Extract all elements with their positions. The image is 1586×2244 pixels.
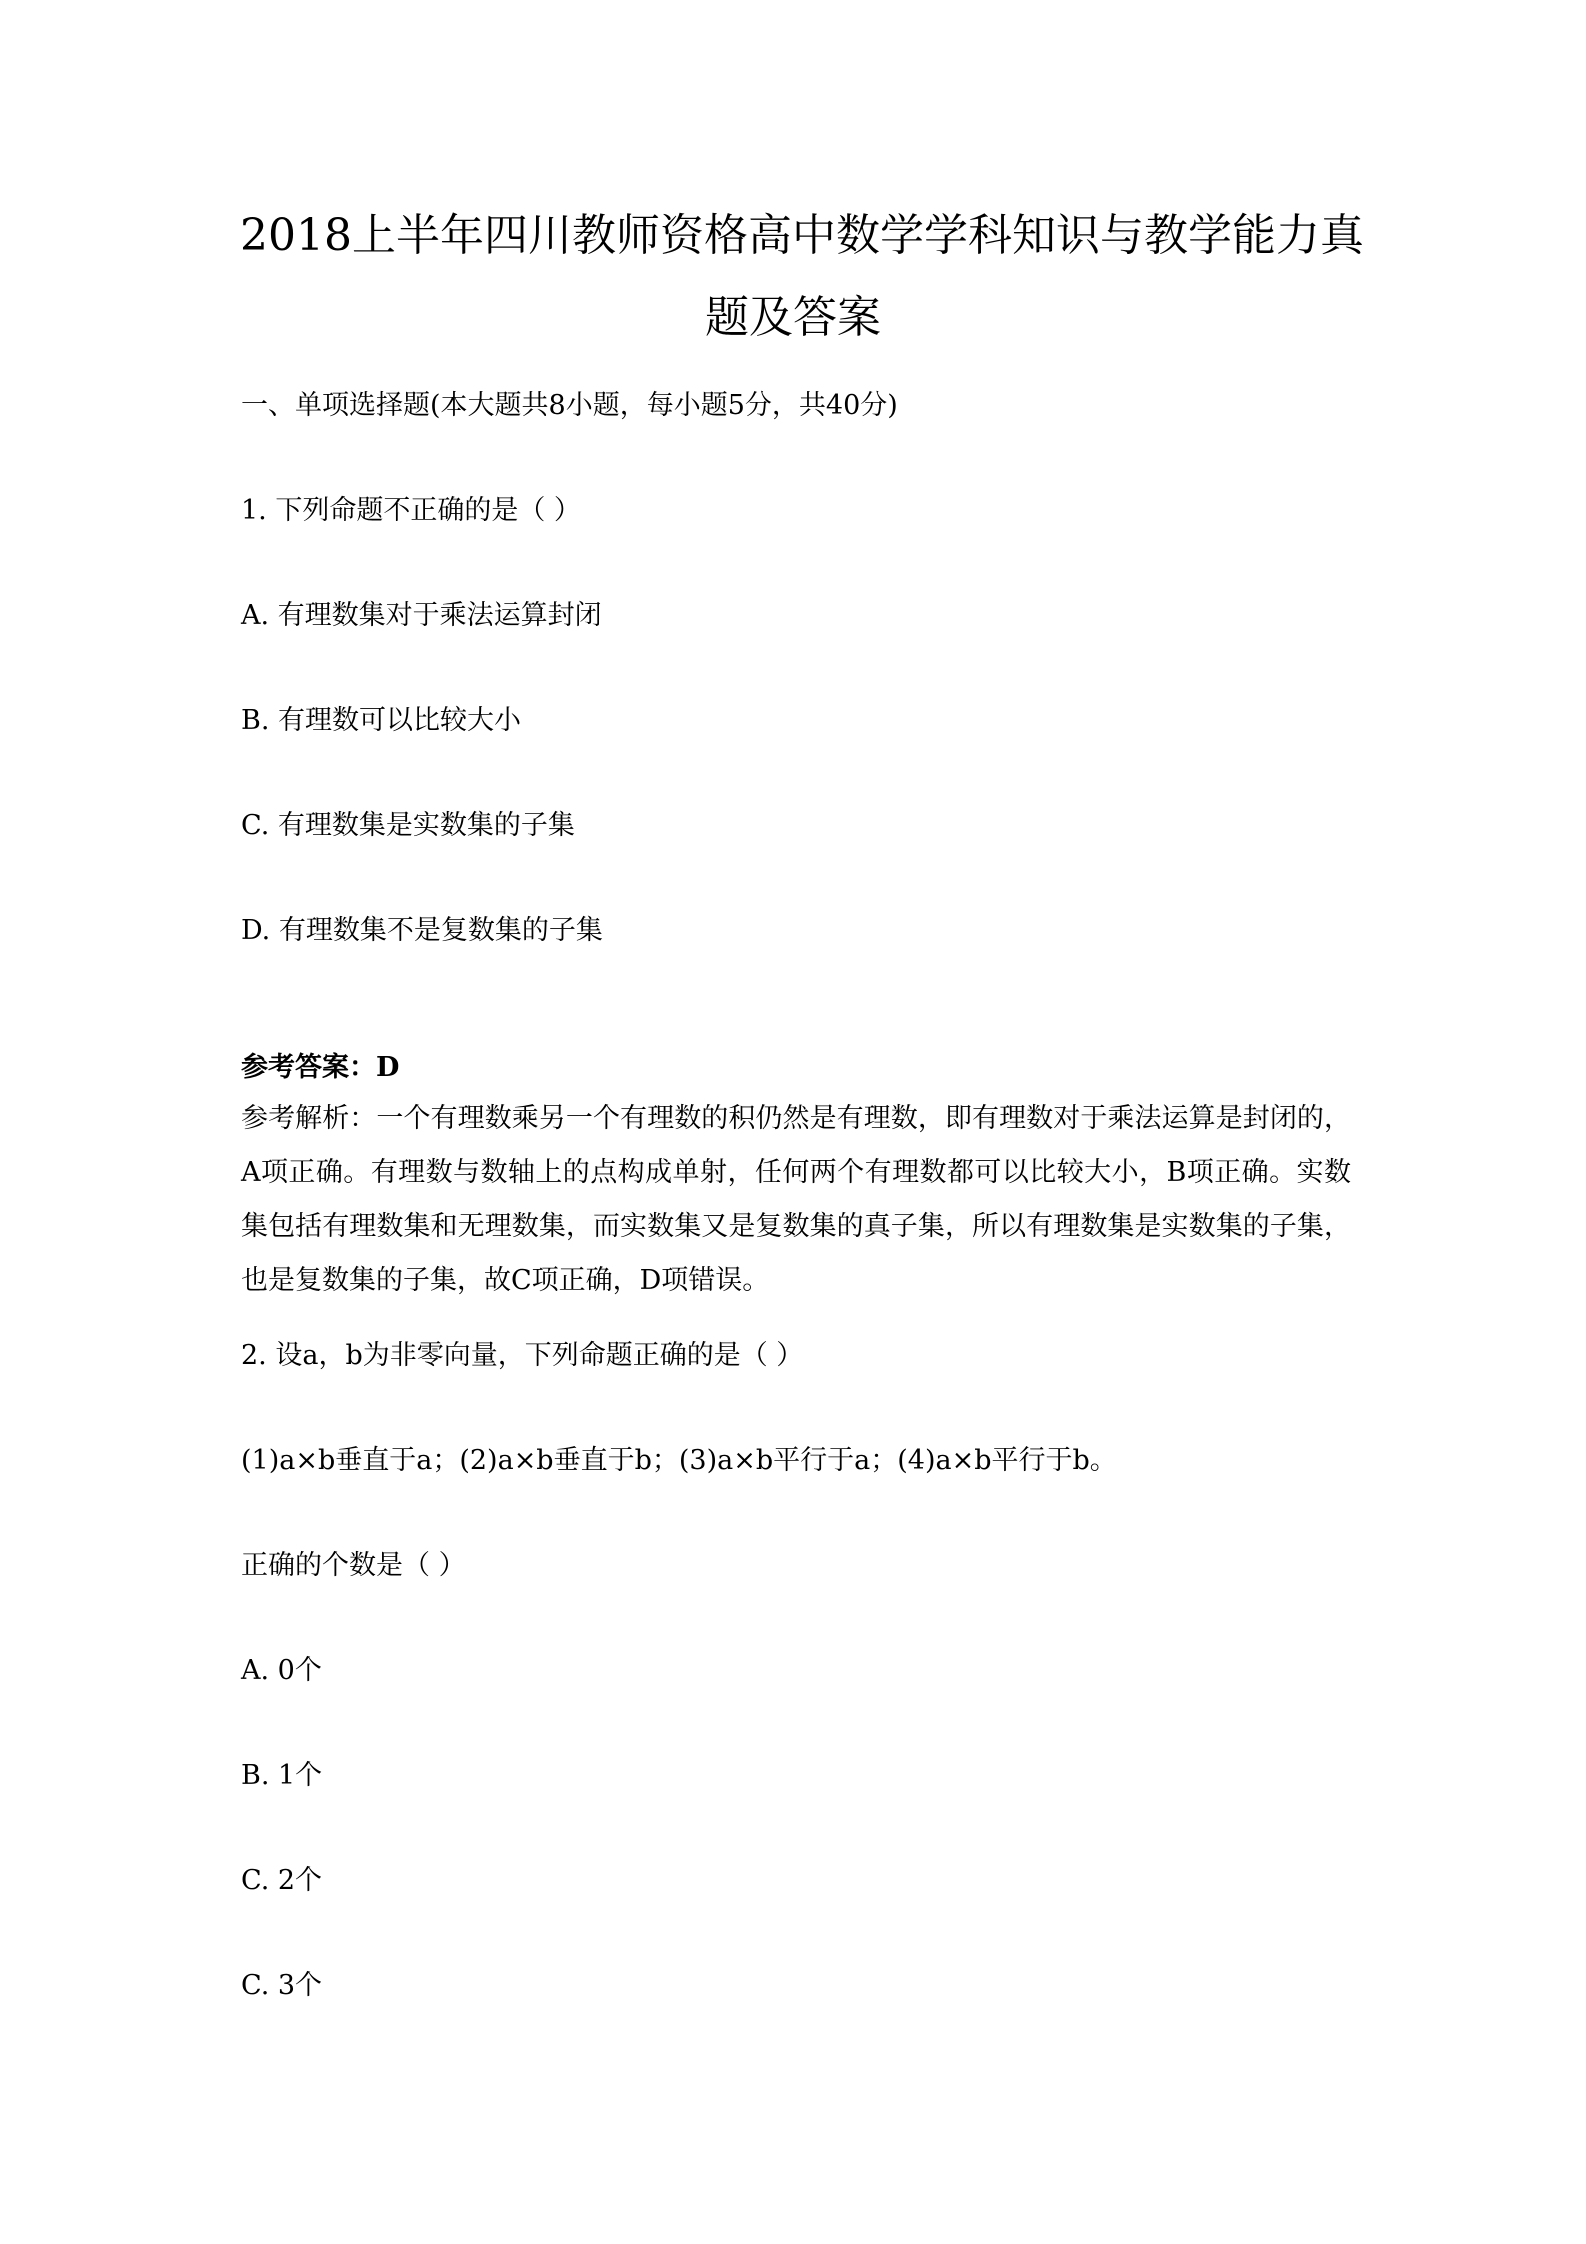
question-2-option-b: B. 1个 — [241, 1760, 323, 1791]
question-1-stem: 1. 下列命题不正确的是（ ） — [241, 495, 581, 526]
question-1-option-c: C. 有理数集是实数集的子集 — [241, 810, 575, 841]
question-2-option-c: C. 2个 — [241, 1865, 323, 1896]
question-1-option-b: B. 有理数可以比较大小 — [241, 705, 522, 736]
section-heading: 一、单项选择题(本大题共8小题，每小题5分，共40分) — [241, 390, 898, 421]
document-title-line-1: 2018上半年四川教师资格高中数学学科知识与教学能力真 — [240, 210, 1364, 261]
document-title-line-2: 题及答案 — [705, 292, 881, 343]
question-2-count-prompt: 正确的个数是（ ） — [241, 1550, 466, 1581]
question-2-option-a: A. 0个 — [241, 1655, 322, 1686]
question-2-option-c-second: C. 3个 — [241, 1970, 323, 2001]
question-2-stem: 2. 设a，b为非零向量，下列命题正确的是（ ） — [241, 1340, 804, 1371]
question-1-analysis: 参考解析：一个有理数乘另一个有理数的积仍然是有理数，即有理数对于乘法运算是封闭的，A项正确。有理数与数轴上的点构成单射，任何两个有理数都可以比较大小，B项正确。实数集包括有理数集和无理数集，而实数集又是复数集的真子集，所以有理数集是实数集的子集，也是复数集的子集，故C项正确，D项错误。 — [241, 1103, 1351, 1296]
question-1-option-a: A. 有理数集对于乘法运算封闭 — [241, 600, 602, 631]
question-1-option-d: D. 有理数集不是复数集的子集 — [241, 915, 603, 946]
question-2-statements: (1)a×b垂直于a；(2)a×b垂直于b；(3)a×b平行于a；(4)a×b平行于b。 — [241, 1445, 1117, 1476]
question-1-answer: 参考答案：D — [241, 1052, 400, 1083]
